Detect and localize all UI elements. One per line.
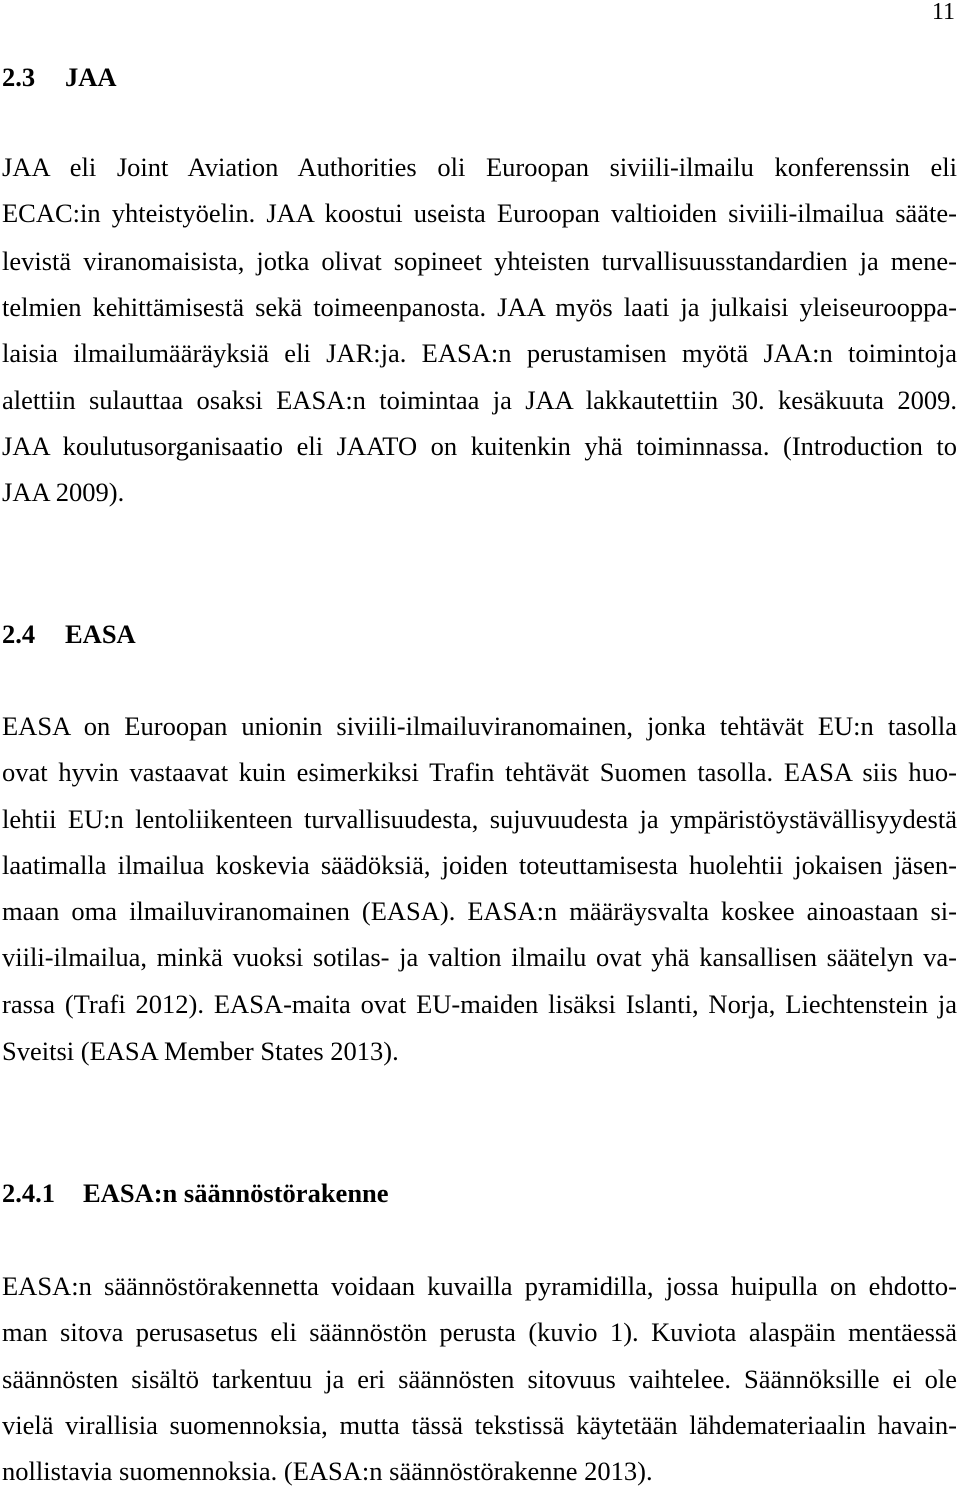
paragraph-line: ECAC:in yhteistyöelin. JAA koostui useista Euroopan valtioiden siviili-ilmailua sääte-: [2, 198, 957, 228]
section-title: JAA: [65, 62, 117, 92]
section-heading-jaa: [0, 62, 960, 92]
paragraph-line: Sveitsi (EASA Member States 2013).: [2, 1036, 399, 1066]
paragraph-line: man sitova perusasetus eli säännöstön perusta (kuvio 1). Kuviota alaspäin mentäessä: [2, 1317, 957, 1347]
page-number: 11: [931, 0, 955, 25]
section-title: EASA: [65, 619, 136, 649]
paragraph-line: ovat hyvin vastaavat kuin esimerkiksi Trafin tehtävät Suomen tasolla. EASA siis huo-: [2, 757, 957, 787]
paragraph-line: EASA on Euroopan unionin siviili-ilmailuviranomainen, jonka tehtävät EU:n tasolla: [2, 711, 957, 741]
paragraph-line: JAA eli Joint Aviation Authorities oli Euroopan siviili-ilmailu konferenssin eli: [2, 152, 957, 182]
paragraph-line: vielä virallisia suomennoksia, mutta tässä tekstissä käytetään lähdemateriaalin havain-: [2, 1410, 957, 1440]
paragraph-line: telmien kehittämisestä sekä toimeenpanosta. JAA myös laati ja julkaisi yleiseurooppa-: [2, 292, 957, 322]
section-number: 2.3: [2, 62, 36, 92]
paragraph-line: laatimalla ilmailua koskevia säädöksiä, joiden toteuttamisesta huolehtii jokaisen jäsen-: [2, 850, 957, 880]
paragraph-line: nollistavia suomennoksia. (EASA:n säännöstörakenne 2013).: [2, 1456, 653, 1486]
paragraph-line: laisia ilmailumääräyksiä eli JAR:ja. EASA:n perustamisen myötä JAA:n toimintoja: [2, 338, 957, 368]
section-title: EASA:n säännöstörakenne: [83, 1178, 389, 1208]
paragraph-line: lehtii EU:n lentoliikenteen turvallisuudesta, sujuvuudesta ja ympäristöystävällisyydestä: [2, 804, 957, 834]
section-number: 2.4: [2, 619, 36, 649]
section-heading-easa: [0, 619, 960, 649]
paragraph-line: JAA 2009).: [2, 477, 125, 507]
paragraph-line: levistä viranomaisista, jotka olivat sopineet yhteisten turvallisuusstandardien ja mene-: [2, 246, 957, 276]
paragraph-line: rassa (Trafi 2012). EASA-maita ovat EU-maiden lisäksi Islanti, Norja, Liechtenstein ja: [2, 989, 957, 1019]
paragraph-line: JAA koulutusorganisaatio eli JAATO on kuitenkin yhä toiminnassa. (Introduction to: [2, 431, 957, 461]
paragraph-line: alettiin sulauttaa osaksi EASA:n toimintaa ja JAA lakkautettiin 30. kesäkuuta 2009.: [2, 385, 957, 415]
section-heading-easa-regulation-structure: [0, 1178, 960, 1208]
paragraph-line: EASA:n säännöstörakennetta voidaan kuvailla pyramidilla, jossa huipulla on ehdotto-: [2, 1271, 957, 1301]
paragraph-line: maan oma ilmailuviranomainen (EASA). EASA:n määräysvalta koskee ainoastaan si-: [2, 896, 957, 926]
paragraph-line: säännösten sisältö tarkentuu ja eri säännösten sitovuus vaihtelee. Säännöksille ei ole: [2, 1364, 957, 1394]
paragraph-line: viili-ilmailua, minkä vuoksi sotilas- ja valtion ilmailu ovat yhä kansallisen säätelyn va-: [2, 942, 957, 972]
section-number: 2.4.1: [2, 1178, 55, 1208]
